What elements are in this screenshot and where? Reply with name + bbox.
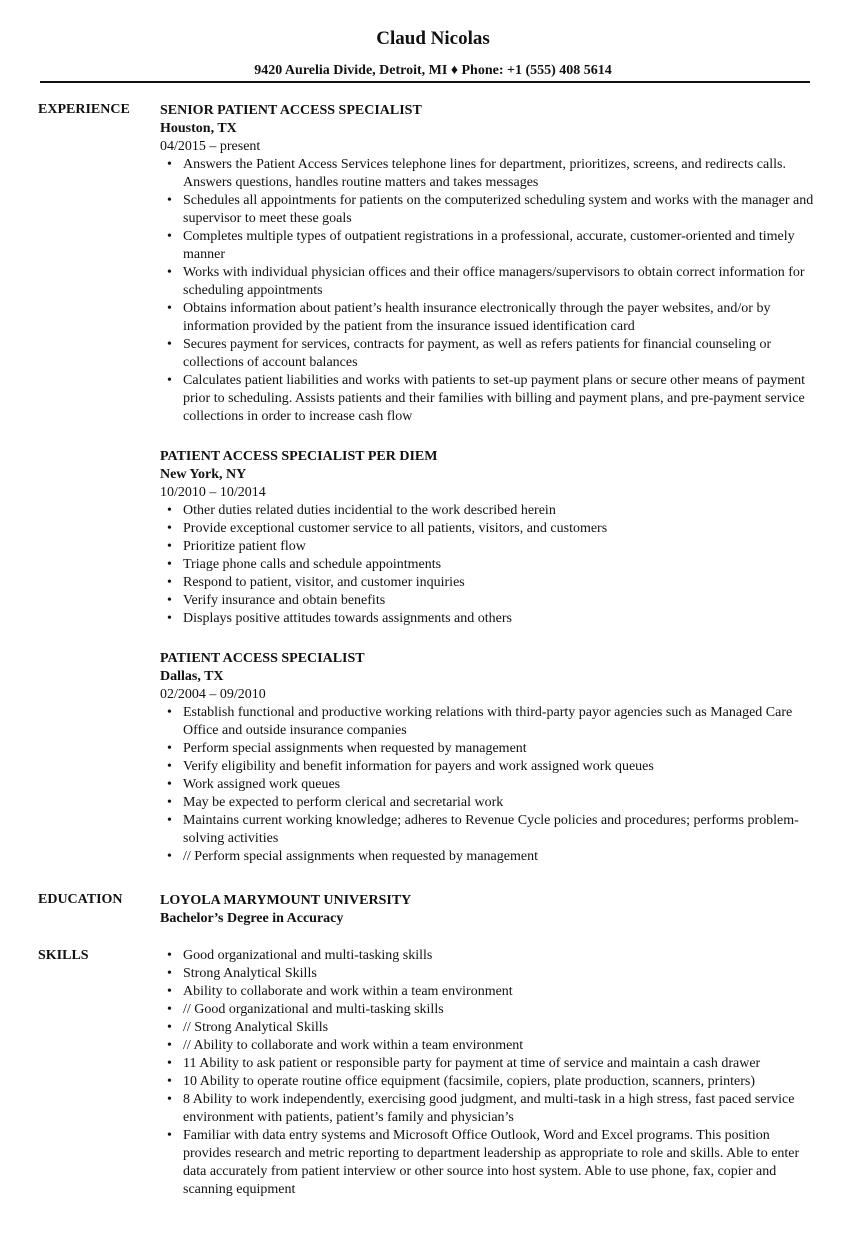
list-item: • Prioritize patient flow: [160, 538, 820, 556]
job-location: Dallas, TX: [160, 669, 224, 684]
contact-line: 9420 Aurelia Divide, Detroit, MI ♦ Phone: +1 (555) 408 5614: [254, 63, 612, 78]
list-item: • Calculates patient liabilities and works with patients to set-up payment plans or secure other means of payment prior to scheduling. Assists patients and their families with billing and payment plans, and pre-payment service collections in order to increase cash flow: [160, 372, 820, 426]
list-item: • Familiar with data entry systems and Microsoft Office Outlook, Word and Excel programs. This position provides research and metric reporting to department leadership as appropriate to role and skills. Able to enter data accurately from patient interview or other source into host system. Able to use phone, fax, copier and scanning equipment: [160, 1127, 820, 1199]
list-item: • // Strong Analytical Skills: [160, 1019, 820, 1037]
skills-bullets: [160, 947, 820, 1199]
job-2: [160, 448, 820, 628]
education-entry: [160, 892, 820, 928]
list-item: • Schedules all appointments for patients on the computerized scheduling system and works with the manager and supervisor to meet these goals: [160, 192, 820, 228]
list-item: • Strong Analytical Skills: [160, 965, 820, 983]
job-bullets: [160, 704, 820, 866]
list-item: • // Perform special assignments when requested by management: [160, 848, 820, 866]
experience-label: EXPERIENCE: [38, 102, 130, 117]
list-item: • Provide exceptional customer service to all patients, visitors, and customers: [160, 520, 820, 538]
job-title: PATIENT ACCESS SPECIALIST: [160, 651, 365, 666]
list-item: • Displays positive attitudes towards assignments and others: [160, 610, 820, 628]
list-item: • 11 Ability to ask patient or responsible party for payment at time of service and maintain a cash drawer: [160, 1055, 820, 1073]
job-dates: 10/2010 – 10/2014: [160, 485, 266, 500]
list-item: • 8 Ability to work independently, exercising good judgment, and multi-task in a high stress, fast paced service environment with patients, patient’s family and physician’s: [160, 1091, 820, 1127]
list-item: • 10 Ability to operate routine office equipment (facsimile, copiers, plate production, scanners, printers): [160, 1073, 820, 1091]
candidate-name: Claud Nicolas: [376, 28, 490, 49]
job-title: PATIENT ACCESS SPECIALIST PER DIEM: [160, 449, 438, 464]
education-label: EDUCATION: [38, 892, 123, 907]
job-dates: 04/2015 – present: [160, 139, 261, 154]
list-item: • Perform special assignments when requested by management: [160, 740, 820, 758]
header-divider: [40, 81, 810, 83]
list-item: • Establish functional and productive working relations with third-party payor agencies such as Managed Care Office and outside insurance companies: [160, 704, 820, 740]
list-item: • Secures payment for services, contracts for payment, as well as refers patients for financial counseling or collections of account balances: [160, 336, 820, 372]
list-item: • Ability to collaborate and work within a team environment: [160, 983, 820, 1001]
list-item: • May be expected to perform clerical and secretarial work: [160, 794, 820, 812]
skills-list: [160, 947, 820, 1199]
list-item: • Triage phone calls and schedule appointments: [160, 556, 820, 574]
list-item: • Work assigned work queues: [160, 776, 820, 794]
list-item: • Completes multiple types of outpatient registrations in a professional, accurate, customer-oriented and timely manner: [160, 228, 820, 264]
list-item: • // Ability to collaborate and work within a team environment: [160, 1037, 820, 1055]
job-3: [160, 650, 820, 866]
list-item: • Other duties related duties incidential to the work described herein: [160, 502, 820, 520]
school-name: LOYOLA MARYMOUNT UNIVERSITY: [160, 893, 412, 908]
degree: Bachelor’s Degree in Accuracy: [160, 911, 344, 926]
job-bullets: [160, 502, 820, 628]
job-dates: 02/2004 – 09/2010: [160, 687, 266, 702]
list-item: • Works with individual physician offices and their office managers/supervisors to obtain correct information for scheduling appointments: [160, 264, 820, 300]
list-item: • Respond to patient, visitor, and customer inquiries: [160, 574, 820, 592]
list-item: • Maintains current working knowledge; adheres to Revenue Cycle policies and procedures; performs problem- solving activities: [160, 812, 820, 848]
list-item: • Answers the Patient Access Services telephone lines for department, prioritizes, screens, and redirects calls. Answers questions, handles routine matters and takes messages: [160, 156, 820, 192]
job-title: SENIOR PATIENT ACCESS SPECIALIST: [160, 103, 422, 118]
job-location: New York, NY: [160, 467, 247, 482]
list-item: • // Good organizational and multi-tasking skills: [160, 1001, 820, 1019]
list-item: • Verify insurance and obtain benefits: [160, 592, 820, 610]
list-item: • Verify eligibility and benefit information for payers and work assigned work queues: [160, 758, 820, 776]
job-bullets: [160, 156, 820, 426]
list-item: • Good organizational and multi-tasking skills: [160, 947, 820, 965]
job-1: [160, 102, 820, 426]
job-location: Houston, TX: [160, 121, 237, 136]
skills-label: SKILLS: [38, 948, 89, 963]
list-item: • Obtains information about patient’s health insurance electronically through the payer websites, and/or by information provided by the patient from the insurance issued identification card: [160, 300, 820, 336]
